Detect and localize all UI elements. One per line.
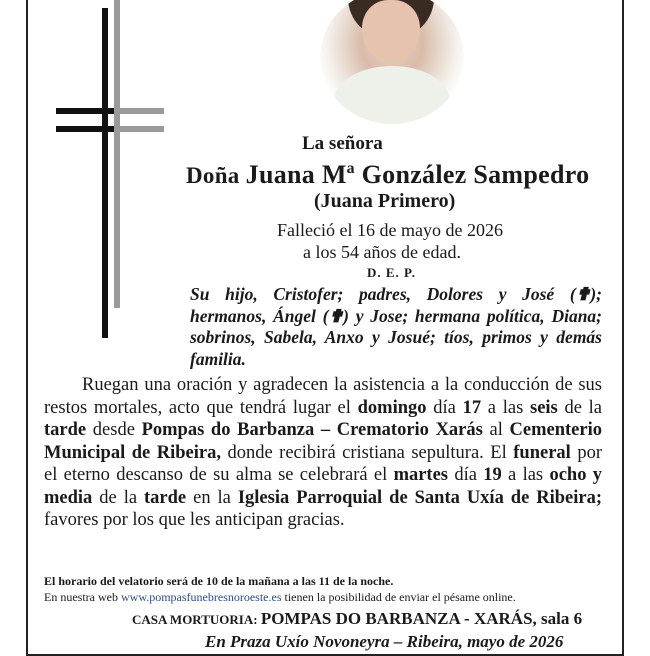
- web-note: En nuestra web www.pompasfunebresnoroeste.es tienen la posibilidad de enviar el pésame online.: [44, 590, 516, 604]
- announcement-body: Ruegan una oración y agradecen la asistencia a la conducción de sus restos mortales, acto que tendrá lugar el domingo día 17 a las seis de la tarde desde Pompas do Barbanza – Crematorio Xarás al Cementerio Municipal de Ribeira, donde recibirá cristiana sepultura. El funeral por el eterno descanso de su alma se celebrará el martes día 19 a las ocho y media de la tarde en la Iglesia Parroquial de Santa Uxía de Ribeira; favores por los que les anticipan gracias.: [44, 375, 603, 530]
- casa-label: CASA MORTUORIA:: [132, 612, 261, 627]
- casa-place: POMPAS DO BARBANZA - XARÁS, sala 6: [260, 609, 583, 628]
- title-prefix: La señora: [302, 133, 383, 154]
- dep-label: D. E. P.: [367, 265, 417, 280]
- full-name: Juana Mª González Sampedro: [245, 160, 590, 189]
- deceased-name: [186, 160, 589, 190]
- death-date: Falleció el 16 de mayo de 2026: [277, 220, 503, 240]
- portrait-photo: [320, 0, 464, 124]
- family-list: Su hijo, Cristofer; padres, Dolores y José (✟); hermanos, Ángel (✟) y Jose; hermana política, Diana; sobrinos, Sabela, Anxo y Josué; tíos, primos y demás familia.: [190, 284, 602, 369]
- nickname: (Juana Primero): [314, 190, 456, 212]
- web-link[interactable]: www.pompasfunebresnoroeste.es: [120, 590, 282, 604]
- velatorio-note: El horario del velatorio será de 10 de la mañana a las 11 de la noche.: [44, 574, 394, 588]
- honorific: Doña: [186, 163, 240, 188]
- age: a los 54 años de edad.: [303, 242, 461, 262]
- casa-mortuoria: [132, 609, 582, 629]
- footer-place-date: En Praza Uxío Novoneyra – Ribeira, mayo de 2026: [205, 632, 564, 651]
